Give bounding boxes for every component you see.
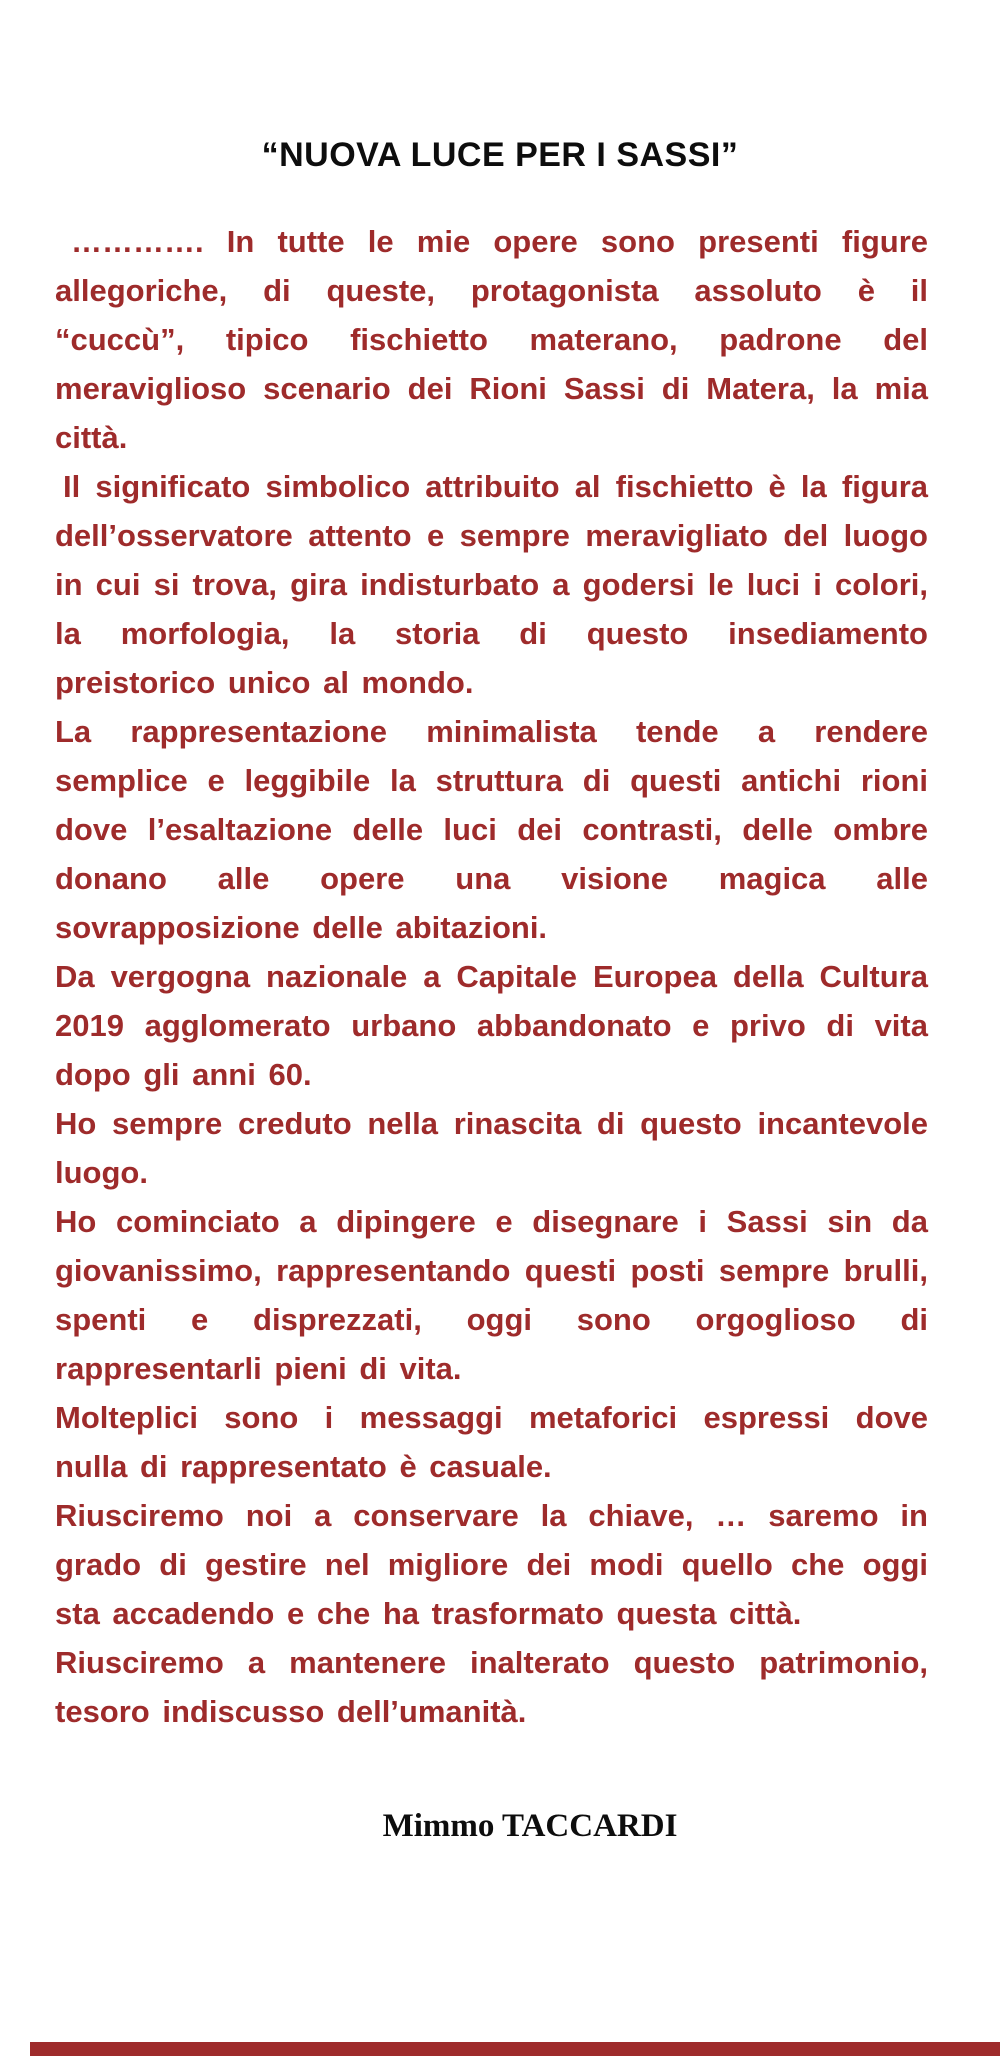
paragraph: Il significato simbolico attribuito al fischietto è la figura dell’osservatore attento e sempre meravigliato del luogo in cui si trova, gira indisturbato a godersi le luci i colori, la morfologia, la storia di questo insediamento preistorico unico al mondo.	[55, 469, 928, 700]
paragraph: Riusciremo a mantenere inalterato questo patrimonio, tesoro indiscusso dell’umanità.	[55, 1645, 928, 1729]
signature: Mimmo TACCARDI	[382, 1808, 678, 1844]
paragraph: Ho cominciato a dipingere e disegnare i Sassi sin da giovanissimo, rappresentando questi posti sempre brulli, spenti e disprezzati, oggi sono orgoglioso di rappresentarli pieni di vita.	[55, 1204, 928, 1386]
paragraph: La rappresentazione minimalista tende a rendere semplice e leggibile la struttura di questi antichi rioni dove l’esaltazione delle luci dei contrasti, delle ombre donano alle opere una visione magica alle sovrapposizione delle abitazioni.	[55, 714, 928, 945]
paragraph: Molteplici sono i messaggi metaforici espressi dove nulla di rappresentato è casuale.	[55, 1400, 928, 1484]
paragraph: Da vergogna nazionale a Capitale Europea della Cultura 2019 agglomerato urbano abbandonato e privo di vita dopo gli anni 60.	[55, 959, 928, 1092]
paragraph: …………. In tutte le mie opere sono presenti figure allegoriche, di queste, protagonista assoluto è il “cuccù”, tipico fischietto materano, padrone del meraviglioso scenario dei Rioni Sassi di Matera, la mia città.	[55, 224, 928, 455]
paragraph: Riusciremo noi a conservare la chiave, … saremo in grado di gestire nel migliore dei modi quello che oggi sta accadendo e che ha trasformato questa città.	[55, 1498, 928, 1631]
paragraph: Ho sempre creduto nella rinascita di questo incantevole luogo.	[55, 1106, 928, 1190]
body-text	[0, 217, 1000, 1736]
footer-bar	[30, 2042, 1000, 2056]
page-title: “NUOVA LUCE PER I SASSI”	[261, 136, 739, 174]
